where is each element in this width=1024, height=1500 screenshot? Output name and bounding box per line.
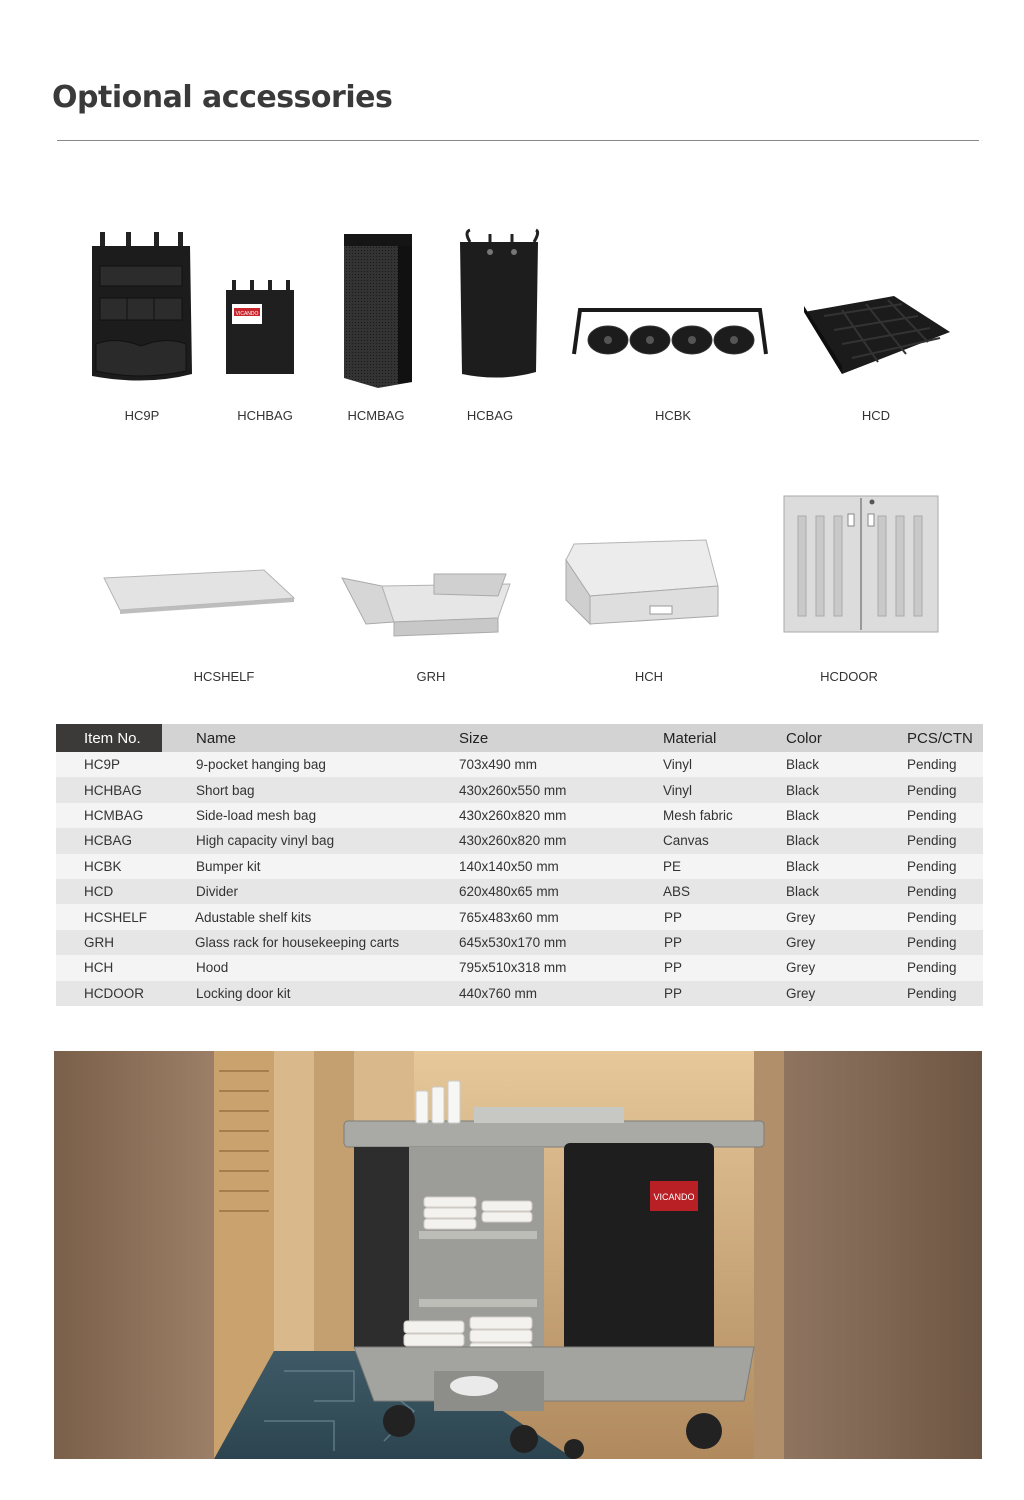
cell-size: 430x260x550 mm bbox=[425, 777, 629, 802]
product-hcd-image bbox=[802, 292, 952, 376]
table-row bbox=[56, 803, 983, 828]
cell-pcs-ctn: Pending bbox=[873, 828, 983, 853]
cell-pcs-ctn: Pending bbox=[873, 930, 983, 955]
cell-material: Canvas bbox=[629, 828, 752, 853]
accessories-spec-table bbox=[56, 724, 983, 1006]
cell-item-no: HCBK bbox=[56, 854, 162, 879]
product-hcmbag-image bbox=[340, 232, 416, 390]
product-hcbk-image bbox=[570, 300, 770, 366]
table-row bbox=[56, 854, 983, 879]
table-row bbox=[56, 752, 983, 777]
cell-name: High capacity vinyl bag bbox=[162, 828, 425, 853]
product-hcbk-label: HCBK bbox=[654, 408, 692, 423]
table-row bbox=[56, 777, 983, 802]
cell-name: 9-pocket hanging bag bbox=[162, 752, 425, 777]
table-row bbox=[56, 904, 983, 929]
cell-name: Adustable shelf kits bbox=[162, 904, 425, 929]
cell-material: Vinyl bbox=[629, 777, 752, 802]
col-header-material: Material bbox=[629, 724, 752, 752]
cell-color: Black bbox=[752, 828, 873, 853]
cell-material: PE bbox=[629, 854, 752, 879]
product-hc9p-label: HC9P bbox=[124, 408, 160, 423]
cell-size: 795x510x318 mm bbox=[425, 955, 629, 980]
cell-pcs-ctn: Pending bbox=[873, 777, 983, 802]
product-hcshelf-label: HCSHELF bbox=[193, 669, 255, 684]
cell-size: 620x480x65 mm bbox=[425, 879, 629, 904]
product-hcmbag-label: HCMBAG bbox=[347, 408, 405, 423]
cell-size: 765x483x60 mm bbox=[425, 904, 629, 929]
product-hc9p-image bbox=[86, 226, 196, 386]
cell-name: Short bag bbox=[162, 777, 425, 802]
cell-pcs-ctn: Pending bbox=[873, 854, 983, 879]
cell-pcs-ctn: Pending bbox=[873, 904, 983, 929]
cell-name: Bumper kit bbox=[162, 854, 425, 879]
cell-name: Glass rack for housekeeping carts bbox=[162, 930, 425, 955]
cell-material: PP bbox=[629, 955, 752, 980]
product-hcbag-label: HCBAG bbox=[466, 408, 514, 423]
table-row bbox=[56, 879, 983, 904]
cell-name: Side-load mesh bag bbox=[162, 803, 425, 828]
product-hchbag-label: HCHBAG bbox=[237, 408, 293, 423]
col-header-item-no: Item No. bbox=[56, 724, 162, 752]
cart-bag-logo-text: VICANDO bbox=[653, 1192, 695, 1202]
cell-color: Black bbox=[752, 879, 873, 904]
product-hcdoor-image bbox=[782, 494, 940, 634]
cell-name: Locking door kit bbox=[162, 981, 425, 1006]
cell-size: 645x530x170 mm bbox=[425, 930, 629, 955]
vicando-logo-text: VICANDO bbox=[235, 311, 259, 317]
cell-size: 430x260x820 mm bbox=[425, 828, 629, 853]
table-row bbox=[56, 828, 983, 853]
cell-size: 140x140x50 mm bbox=[425, 854, 629, 879]
cell-material: PP bbox=[629, 930, 752, 955]
cell-color: Black bbox=[752, 803, 873, 828]
col-header-name: Name bbox=[162, 724, 425, 752]
cell-size: 440x760 mm bbox=[425, 981, 629, 1006]
cell-item-no: HCDOOR bbox=[56, 981, 162, 1006]
table-row bbox=[56, 930, 983, 955]
cell-item-no: HC9P bbox=[56, 752, 162, 777]
cell-name: Divider bbox=[162, 879, 425, 904]
cell-name: Hood bbox=[162, 955, 425, 980]
cell-color: Grey bbox=[752, 904, 873, 929]
cell-pcs-ctn: Pending bbox=[873, 981, 983, 1006]
product-hchbag-image bbox=[224, 278, 296, 378]
product-hcd-label: HCD bbox=[861, 408, 891, 423]
page-title: Optional accessories bbox=[52, 80, 393, 115]
cell-pcs-ctn: Pending bbox=[873, 803, 983, 828]
col-header-color: Color bbox=[752, 724, 873, 752]
cell-pcs-ctn: Pending bbox=[873, 879, 983, 904]
product-hch-label: HCH bbox=[634, 669, 664, 684]
cell-material: ABS bbox=[629, 879, 752, 904]
cell-pcs-ctn: Pending bbox=[873, 955, 983, 980]
product-grh-image bbox=[338, 572, 514, 638]
product-hcdoor-label: HCDOOR bbox=[820, 669, 878, 684]
cell-item-no: HCSHELF bbox=[56, 904, 162, 929]
table-header-row bbox=[56, 724, 983, 752]
cell-color: Grey bbox=[752, 930, 873, 955]
product-hch-image bbox=[562, 536, 722, 628]
product-hcshelf-image bbox=[100, 564, 298, 614]
table-row bbox=[56, 981, 983, 1006]
cell-material: Mesh fabric bbox=[629, 803, 752, 828]
cell-item-no: GRH bbox=[56, 930, 162, 955]
cell-color: Black bbox=[752, 752, 873, 777]
cell-item-no: HCBAG bbox=[56, 828, 162, 853]
cell-color: Black bbox=[752, 777, 873, 802]
product-grh-label: GRH bbox=[416, 669, 446, 684]
col-header-pcs-ctn: PCS/CTN bbox=[873, 724, 983, 752]
cell-item-no: HCHBAG bbox=[56, 777, 162, 802]
cell-color: Black bbox=[752, 854, 873, 879]
cell-item-no: HCH bbox=[56, 955, 162, 980]
cell-size: 703x490 mm bbox=[425, 752, 629, 777]
cell-color: Grey bbox=[752, 955, 873, 980]
cell-material: PP bbox=[629, 981, 752, 1006]
cell-item-no: HCD bbox=[56, 879, 162, 904]
cell-material: Vinyl bbox=[629, 752, 752, 777]
cell-size: 430x260x820 mm bbox=[425, 803, 629, 828]
cell-material: PP bbox=[629, 904, 752, 929]
col-header-size: Size bbox=[425, 724, 629, 752]
cell-color: Grey bbox=[752, 981, 873, 1006]
cell-pcs-ctn: Pending bbox=[873, 752, 983, 777]
cell-item-no: HCMBAG bbox=[56, 803, 162, 828]
product-hcbag-image bbox=[456, 228, 542, 382]
hotel-cart-photo bbox=[54, 1051, 982, 1459]
table-row bbox=[56, 955, 983, 980]
title-divider bbox=[57, 140, 979, 141]
